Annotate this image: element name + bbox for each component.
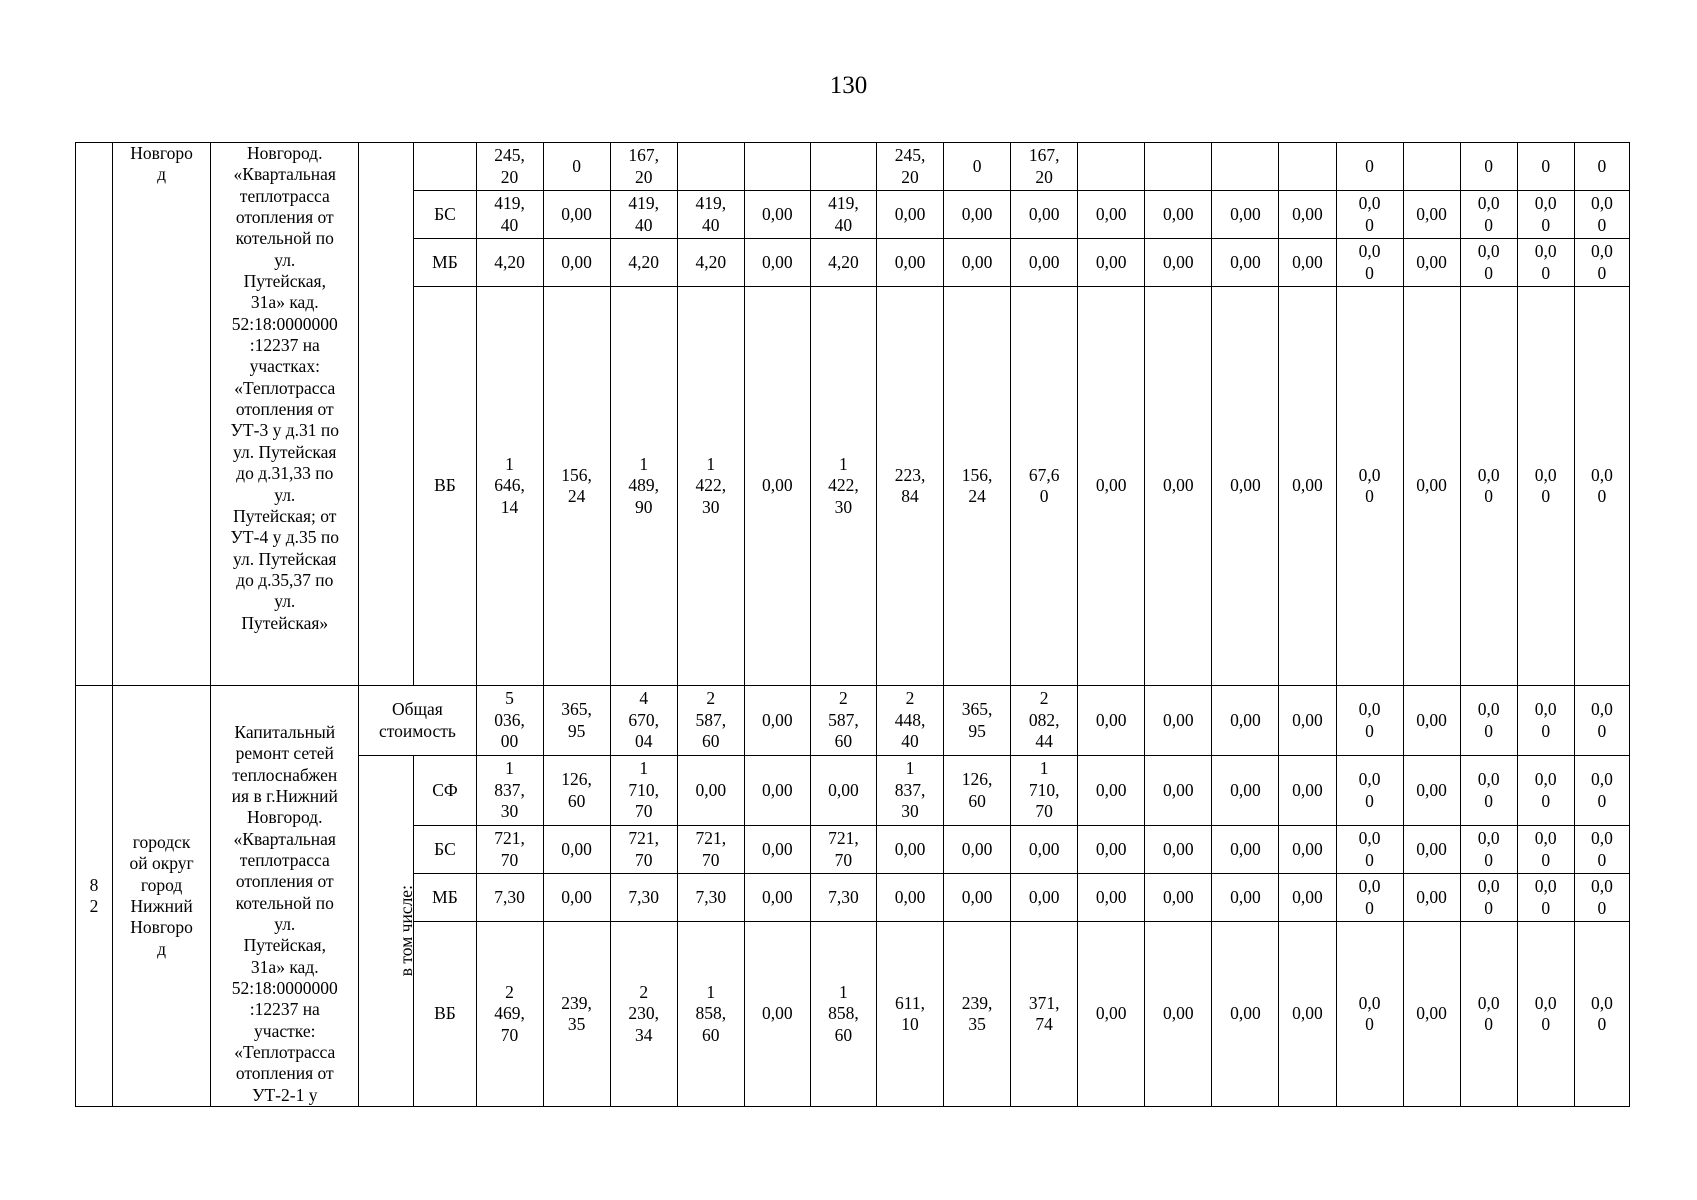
value-cell: 0,00 <box>744 239 810 287</box>
value-cell: 0,0 0 <box>1574 874 1629 922</box>
value-cell: 0,00 <box>744 191 810 239</box>
value-cell: 7,30 <box>677 874 744 922</box>
value-cell: 1 710, 70 <box>1011 756 1078 826</box>
value-cell: 0,00 <box>1279 826 1336 874</box>
value-cell: 239, 35 <box>543 922 610 1107</box>
value-cell: 0,00 <box>1279 239 1336 287</box>
value-cell: 0,00 <box>1078 874 1145 922</box>
value-cell: 167, 20 <box>1011 143 1078 191</box>
value-cell: 0,00 <box>1078 287 1145 686</box>
page-number: 130 <box>829 72 868 99</box>
value-cell: 2 469, 70 <box>476 922 543 1107</box>
value-cell: 0,0 0 <box>1336 826 1403 874</box>
value-cell: 0,00 <box>744 686 810 756</box>
value-cell: 721, 70 <box>476 826 543 874</box>
value-cell: 0,00 <box>1403 287 1460 686</box>
value-cell: 0,00 <box>744 922 810 1107</box>
value-cell: 0,00 <box>876 874 943 922</box>
table-body <box>76 143 1630 1107</box>
value-cell: 0,0 0 <box>1517 756 1574 826</box>
funding-source-label: МБ <box>414 874 476 922</box>
value-cell: 0,0 0 <box>1460 922 1517 1107</box>
value-cell: 0,00 <box>1078 922 1145 1107</box>
value-cell: 0,00 <box>1078 826 1145 874</box>
table-row <box>76 143 1630 191</box>
value-cell: 1 489, 90 <box>610 287 677 686</box>
value-cell: 0,00 <box>1403 874 1460 922</box>
municipality-cell: Новгоро д <box>113 143 211 686</box>
value-cell: 7,30 <box>476 874 543 922</box>
value-cell: 0,0 0 <box>1517 191 1574 239</box>
value-cell: 239, 35 <box>944 922 1011 1107</box>
value-cell: 0 <box>944 143 1011 191</box>
value-cell: 1 646, 14 <box>476 287 543 686</box>
value-cell: 0,0 0 <box>1336 922 1403 1107</box>
value-cell: 0,00 <box>1078 756 1145 826</box>
value-cell: 0,0 0 <box>1517 686 1574 756</box>
value-cell: 0,0 0 <box>1336 239 1403 287</box>
row-number-cell: 8 2 <box>76 686 113 1107</box>
value-cell: 0,0 0 <box>1574 191 1629 239</box>
value-cell: 0,00 <box>1145 686 1212 756</box>
value-cell: 0,0 0 <box>1517 239 1574 287</box>
value-cell: 0,00 <box>1212 826 1279 874</box>
value-cell: 0,00 <box>1212 191 1279 239</box>
value-cell: 0,00 <box>1078 191 1145 239</box>
value-cell: 156, 24 <box>944 287 1011 686</box>
value-cell: 0,00 <box>1403 191 1460 239</box>
value-cell: 0,0 0 <box>1336 191 1403 239</box>
value-cell: 0,00 <box>944 874 1011 922</box>
value-cell: 0,00 <box>1403 756 1460 826</box>
description-cell: Капитальный ремонт сетей теплоснабжен ия в г.Нижний Новгород. «Квартальная теплотрасса отопления от котельной по ул. Путейская, 31а» кад. 52:18:0000000 :12237 на участке: «Теплотрасса отопления от УТ-2-1 у <box>211 686 359 1107</box>
value-cell: 0 <box>1460 143 1517 191</box>
value-cell: 0,00 <box>1212 239 1279 287</box>
value-cell: 0,0 0 <box>1517 287 1574 686</box>
funding-source-label <box>414 143 476 191</box>
value-cell: 4,20 <box>476 239 543 287</box>
funding-source-label: БС <box>414 191 476 239</box>
value-cell: 0,00 <box>744 287 810 686</box>
value-cell: 0,0 0 <box>1460 756 1517 826</box>
value-cell: 0,0 0 <box>1336 686 1403 756</box>
value-cell: 0,00 <box>1011 191 1078 239</box>
value-cell: 245, 20 <box>876 143 943 191</box>
value-cell: 0,00 <box>677 756 744 826</box>
funding-source-label: ВБ <box>414 287 476 686</box>
value-cell: 4 670, 04 <box>610 686 677 756</box>
value-cell: 0,0 0 <box>1574 756 1629 826</box>
funding-source-label: СФ <box>414 756 476 826</box>
value-cell: 1 422, 30 <box>677 287 744 686</box>
value-cell: 7,30 <box>810 874 876 922</box>
value-cell: 0 <box>1574 143 1629 191</box>
value-cell: 0,0 0 <box>1517 874 1574 922</box>
value-cell: 0,00 <box>1279 756 1336 826</box>
value-cell: 0,00 <box>944 239 1011 287</box>
municipality-cell: городск ой округ город Нижний Новгоро д <box>113 686 211 1107</box>
value-cell: 419, 40 <box>810 191 876 239</box>
value-cell: 0,00 <box>1078 686 1145 756</box>
value-cell: 371, 74 <box>1011 922 1078 1107</box>
value-cell: 0,00 <box>1011 874 1078 922</box>
value-cell: 0,00 <box>1279 191 1336 239</box>
value-cell: 0,00 <box>1212 874 1279 922</box>
row-number-cell <box>76 143 113 686</box>
value-cell: 0,0 0 <box>1336 756 1403 826</box>
including-label: в том числе: <box>396 885 417 977</box>
value-cell: 126, 60 <box>543 756 610 826</box>
value-cell: 1 422, 30 <box>810 287 876 686</box>
value-cell: 0,00 <box>1145 922 1212 1107</box>
value-cell: 0,0 0 <box>1336 287 1403 686</box>
value-cell: 0,0 0 <box>1460 239 1517 287</box>
value-cell: 1 837, 30 <box>876 756 943 826</box>
value-cell: 0 <box>1517 143 1574 191</box>
value-cell: 2 082, 44 <box>1011 686 1078 756</box>
value-cell: 0,0 0 <box>1574 922 1629 1107</box>
value-cell: 0,00 <box>1145 191 1212 239</box>
value-cell: 7,30 <box>610 874 677 922</box>
value-cell <box>1212 143 1279 191</box>
value-cell: 5 036, 00 <box>476 686 543 756</box>
value-cell: 365, 95 <box>543 686 610 756</box>
value-cell: 0,00 <box>1145 287 1212 686</box>
value-cell: 223, 84 <box>876 287 943 686</box>
value-cell: 67,6 0 <box>1011 287 1078 686</box>
value-cell: 1 710, 70 <box>610 756 677 826</box>
value-cell: 2 587, 60 <box>677 686 744 756</box>
funding-source-label: МБ <box>414 239 476 287</box>
value-cell: 0,00 <box>1403 922 1460 1107</box>
value-cell: 0,00 <box>1145 874 1212 922</box>
value-cell: 0,00 <box>1279 874 1336 922</box>
value-cell: 0,0 0 <box>1574 239 1629 287</box>
value-cell <box>810 143 876 191</box>
value-cell: 4,20 <box>677 239 744 287</box>
value-cell: 0,00 <box>1212 922 1279 1107</box>
funding-source-label: ВБ <box>414 922 476 1107</box>
value-cell: 1 858, 60 <box>677 922 744 1107</box>
value-cell: 0,0 0 <box>1574 287 1629 686</box>
value-cell: 0,0 0 <box>1460 874 1517 922</box>
value-cell: 611, 10 <box>876 922 943 1107</box>
value-cell: 0,00 <box>744 756 810 826</box>
funding-table <box>75 142 1630 1107</box>
including-cell <box>359 756 417 1107</box>
value-cell: 721, 70 <box>810 826 876 874</box>
value-cell: 2 587, 60 <box>810 686 876 756</box>
category-cell <box>359 143 414 686</box>
value-cell: 0,00 <box>1011 826 1078 874</box>
value-cell: 0,0 0 <box>1517 922 1574 1107</box>
value-cell: 419, 40 <box>677 191 744 239</box>
value-cell: 0,0 0 <box>1460 191 1517 239</box>
value-cell: 0,00 <box>876 239 943 287</box>
value-cell <box>1078 143 1145 191</box>
value-cell: 0,00 <box>1403 239 1460 287</box>
value-cell: 4,20 <box>610 239 677 287</box>
value-cell: 419, 40 <box>610 191 677 239</box>
value-cell: 0,00 <box>1403 686 1460 756</box>
value-cell: 0,00 <box>1279 287 1336 686</box>
value-cell: 126, 60 <box>944 756 1011 826</box>
value-cell: 0,00 <box>876 826 943 874</box>
value-cell: 0,00 <box>1212 756 1279 826</box>
value-cell: 0,00 <box>744 826 810 874</box>
value-cell: 0,0 0 <box>1460 826 1517 874</box>
value-cell <box>677 143 744 191</box>
value-cell: 721, 70 <box>677 826 744 874</box>
value-cell: 1 858, 60 <box>810 922 876 1107</box>
value-cell <box>744 143 810 191</box>
value-cell: 1 837, 30 <box>476 756 543 826</box>
value-cell: 245, 20 <box>476 143 543 191</box>
value-cell: 0 <box>1336 143 1403 191</box>
value-cell: 167, 20 <box>610 143 677 191</box>
value-cell: 0,00 <box>1145 756 1212 826</box>
value-cell: 0,0 0 <box>1336 874 1403 922</box>
value-cell <box>1403 143 1460 191</box>
value-cell: 0,0 0 <box>1574 686 1629 756</box>
value-cell: 0,00 <box>543 874 610 922</box>
value-cell <box>1145 143 1212 191</box>
value-cell: 419, 40 <box>476 191 543 239</box>
value-cell: 0,00 <box>1078 239 1145 287</box>
value-cell: 0,00 <box>1212 287 1279 686</box>
value-cell: 0,00 <box>543 826 610 874</box>
value-cell: 365, 95 <box>944 686 1011 756</box>
value-cell: 0,00 <box>944 826 1011 874</box>
total-cost-label: Общая стоимость <box>359 686 476 756</box>
value-cell: 721, 70 <box>610 826 677 874</box>
value-cell: 0,00 <box>1145 239 1212 287</box>
value-cell: 4,20 <box>810 239 876 287</box>
value-cell: 0,00 <box>810 756 876 826</box>
value-cell: 2 230, 34 <box>610 922 677 1107</box>
value-cell: 0,0 0 <box>1517 826 1574 874</box>
value-cell: 0,00 <box>543 191 610 239</box>
value-cell: 0,0 0 <box>1460 686 1517 756</box>
value-cell: 0,00 <box>1279 922 1336 1107</box>
value-cell: 0 <box>543 143 610 191</box>
value-cell: 0,00 <box>1279 686 1336 756</box>
value-cell: 0,00 <box>1403 826 1460 874</box>
value-cell <box>1279 143 1336 191</box>
value-cell: 0,0 0 <box>1460 287 1517 686</box>
value-cell: 0,00 <box>1212 686 1279 756</box>
value-cell: 0,00 <box>1011 239 1078 287</box>
value-cell: 0,00 <box>876 191 943 239</box>
value-cell: 0,0 0 <box>1574 826 1629 874</box>
description-cell: Новгород. «Квартальная теплотрасса отопления от котельной по ул. Путейская, 31а» кад. 52:18:0000000 :12237 на участках: «Теплотрасса отопления от УТ-3 у д.31 по ул. Путейская до д.31,33 по ул. Путейская; от УТ-4 у д.35 по ул. Путейская до д.35,37 по ул. Путейская» <box>211 143 359 686</box>
value-cell: 0,00 <box>744 874 810 922</box>
value-cell: 0,00 <box>543 239 610 287</box>
value-cell: 2 448, 40 <box>876 686 943 756</box>
table-row <box>76 686 1630 756</box>
value-cell: 156, 24 <box>543 287 610 686</box>
funding-source-label: БС <box>414 826 476 874</box>
value-cell: 0,00 <box>944 191 1011 239</box>
value-cell: 0,00 <box>1145 826 1212 874</box>
